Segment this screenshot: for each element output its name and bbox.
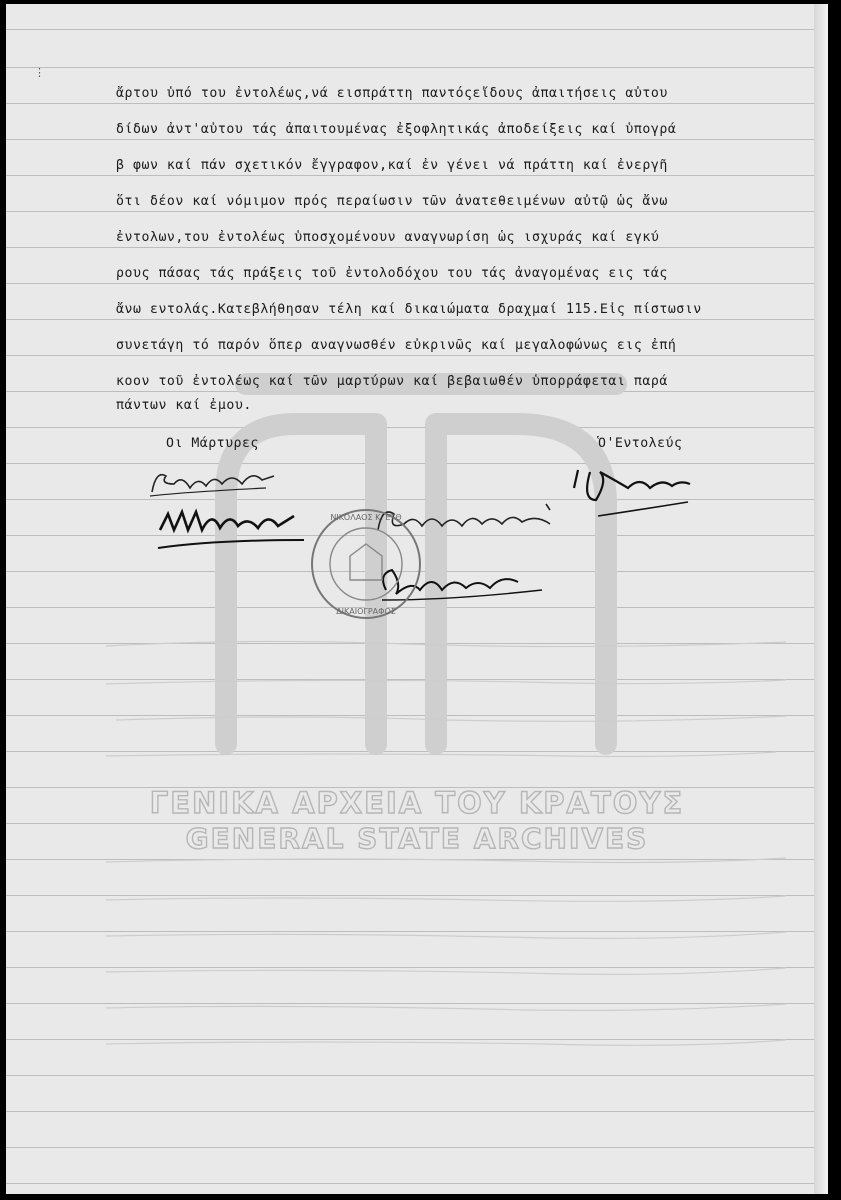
witness-signature-2 <box>154 500 314 560</box>
text-line-8: συνετάγη τό παρόν ὅπερ αναγνωσθέν εὐκρινῶς καί μεγαλοφώνως εις ἐπή <box>116 338 677 353</box>
text-line-1: ἄρτου ὑπό του ἐντολέως,νά εισπράττη παντόςεἴδους ἀπαιτήσεις αὐτου <box>116 86 668 101</box>
text-line-6: ρους πάσας τάς πράξεις τοῦ ἐντολοδόχου του τάς ἀναγομένας εις τάς <box>116 266 668 281</box>
text-line-7: ἄνω εντολάς.Κατεβλήθησαν τέλη καί δικαιώματα δραχμαί 115.Εἰς πίστωσιν <box>116 302 702 317</box>
watermark-line-2: GENERAL STATE ARCHIVES <box>185 822 649 855</box>
witnesses-label: Οι Μάρτυρες <box>166 436 259 451</box>
text-line-5: ἐντολων,του ἐντολέως ὑποσχομένουν αναγνωρίση ὡς ισχυράς καί εγκύ <box>116 230 660 245</box>
principal-signature <box>568 460 698 520</box>
text-line-10: πάντων καί ἐμου. <box>116 398 252 413</box>
principal-label: Ὁ'Εντολεύς <box>598 436 683 451</box>
notary-stamp <box>306 504 426 624</box>
margin-mark: ⋮ <box>34 66 45 79</box>
page-edge <box>814 4 828 1194</box>
text-line-4: ὅτι δέον καί νόμιμον πρός περαίωσιν τῶν ἀνατεθειμένων αὐτῷ ὡς ἄνω <box>116 194 668 209</box>
svg-text:ΔΙΚΑΙΟΓΡΑΦΟΣ: ΔΙΚΑΙΟΓΡΑΦΟΣ <box>336 607 396 616</box>
bleed-through-text <box>106 624 806 1104</box>
svg-text:ΝΙΚΟΛΑΟΣ Κ. ΕΤΘ: ΝΙΚΟΛΑΟΣ Κ. ΕΤΘ <box>330 513 402 522</box>
text-line-2: δίδων ἀντ'αὐτου τάς ἀπαιτουμένας ἐξοφλητικάς ἀποδείξεις καί ὑπογρά <box>116 122 677 137</box>
document-page <box>6 4 828 1194</box>
text-line-9: κοον τοῦ ἐντολέως καί τῶν μαρτύρων καί βεβαιωθέν ὑπορράφεται παρά <box>116 374 668 389</box>
watermark-line-1: ΓΕΝΙΚΑ ΑΡΧΕΙΑ ΤΟΥ ΚΡΑΤΟΥΣ <box>149 786 685 820</box>
witness-signature-1 <box>146 462 286 502</box>
text-line-3: β φων καί πάν σχετικόν ἔγγραφον,καί ἐν γένει νά πράττη καί ἐνεργῆ <box>116 158 668 173</box>
